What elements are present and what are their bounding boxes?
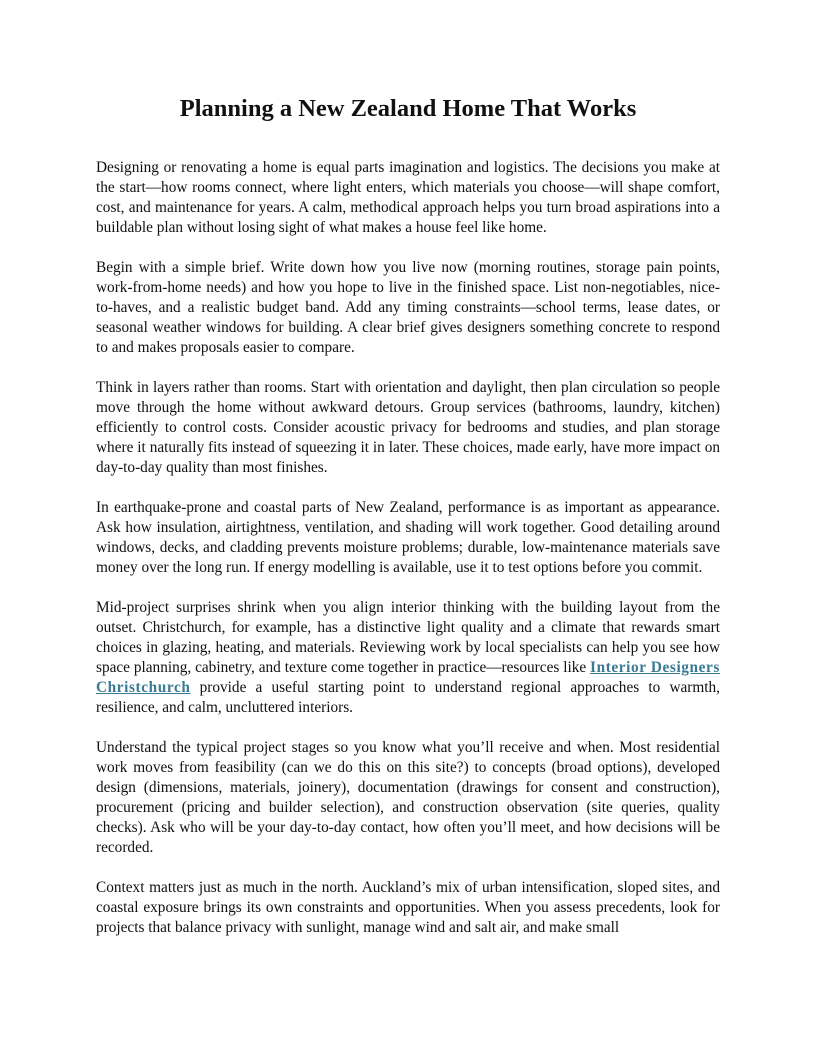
paragraph-christchurch [96, 598, 720, 718]
paragraph-intro: Designing or renovating a home is equal parts imagination and logistics. The decisions you make at the start—how rooms connect, where light enters, which materials you choose—will shape comfort, cost, and maintenance for years. A calm, methodical approach helps you turn broad aspirations into a buildable plan without losing sight of what makes a house feel like home. [96, 159, 720, 236]
paragraph-stages: Understand the typical project stages so you know what you’ll receive and when. Most residential work moves from feasibility (can we do this on this site?) to concepts (broad options), developed design (dimensions, materials, joinery), documentation (drawings for consent and construction), procurement (pricing and builder selection), and construction observation (site queries, quality checks). Ask who will be your day-to-day contact, how often you’ll meet, and how decisions will be recorded. [96, 739, 720, 856]
paragraph-layers: Think in layers rather than rooms. Start with orientation and daylight, then plan circulation so people move through the home without awkward detours. Group services (bathrooms, laundry, kitchen) efficiently to control costs. Consider acoustic privacy for bedrooms and studies, and plan storage where it naturally fits instead of squeezing it in later. These choices, made early, have more impact on day-to-day quality than most finishes. [96, 379, 720, 476]
paragraph-performance: In earthquake-prone and coastal parts of New Zealand, performance is as important as appearance. Ask how insulation, airtightness, ventilation, and shading will work together. Good detailing around windows, decks, and cladding prevents moisture problems; durable, low-maintenance materials save money over the long run. If energy modelling is available, use it to test options before you commit. [96, 499, 720, 576]
interior-designers-christchurch-link[interactable]: Interior Designers Christchurch [96, 659, 720, 696]
paragraph-brief: Begin with a simple brief. Write down how you live now (morning routines, storage pain points, work-from-home needs) and how you hope to live in the finished space. List non-negotiables, nice-to-haves, and a realistic budget band. Add any timing constraints—school terms, lease dates, or seasonal weather windows for building. A clear brief gives designers something concrete to respond to and makes proposals easier to compare. [96, 259, 720, 356]
page-title: Planning a New Zealand Home That Works [179, 95, 637, 122]
paragraph-christchurch-text-before: Mid-project surprises shrink when you align interior thinking with the building layout from the outset. Christchurch, for example, has a distinctive light quality and a climate that rewards smart choices in glazing, heating, and materials. Reviewing work by local specialists can help you see how space planning, cabinetry, and texture come together in practice—resources like [96, 599, 720, 676]
paragraph-auckland: Context matters just as much in the north. Auckland’s mix of urban intensification, sloped sites, and coastal exposure brings its own constraints and opportunities. When you assess precedents, look for projects that balance privacy with sunlight, manage wind and salt air, and make small [96, 879, 720, 936]
paragraph-christchurch-text-after: provide a useful starting point to understand regional approaches to warmth, resilience, and calm, uncluttered interiors. [96, 679, 720, 716]
